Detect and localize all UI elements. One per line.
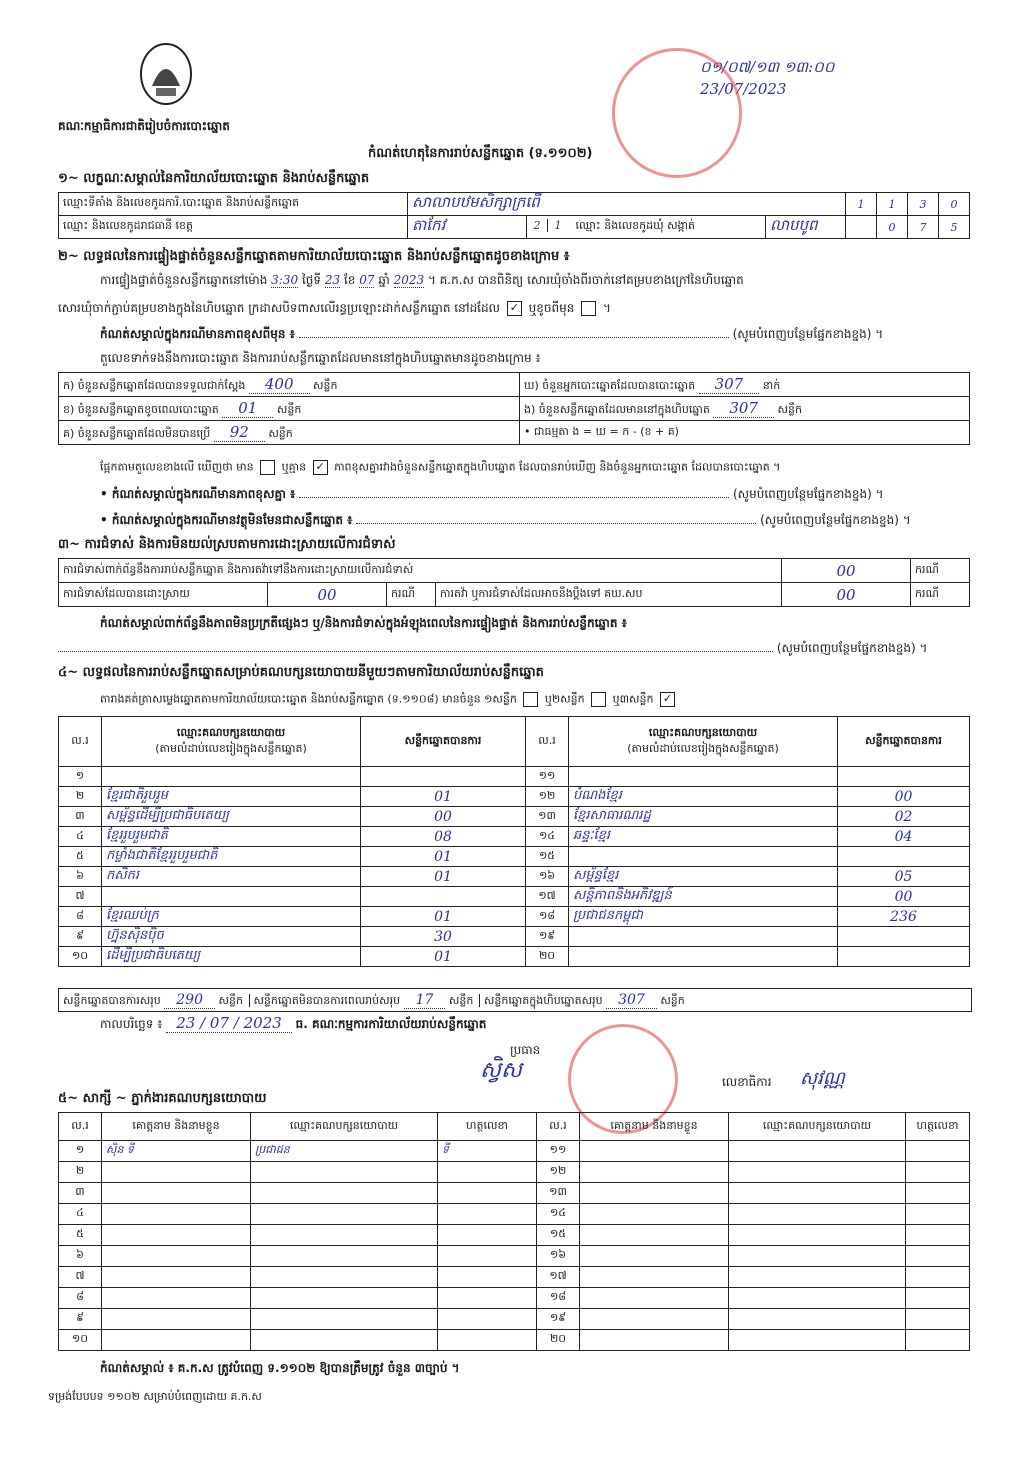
witness-name	[102, 1267, 251, 1288]
party-no: ១៩	[526, 927, 569, 947]
witness-no: ៩	[59, 1309, 102, 1330]
party-no: ១១	[526, 767, 569, 787]
party-no: ៨	[59, 907, 102, 927]
table-row	[59, 887, 970, 907]
witness-no: ១	[59, 1141, 102, 1162]
party-name: ខ្មែរជាតិរួបរួម	[102, 787, 361, 807]
secretary-label: លេខាធិការ	[722, 1075, 772, 1089]
witness-signature	[438, 1330, 537, 1351]
witness-signature	[438, 1204, 537, 1225]
party-votes	[838, 847, 970, 867]
table-row	[59, 1162, 970, 1183]
party-votes: 01	[361, 867, 526, 887]
province-code-digit: 2	[533, 219, 541, 232]
witness-name	[580, 1225, 729, 1246]
party-votes: 01	[361, 847, 526, 867]
figure-value: 01	[222, 399, 273, 418]
table-row	[59, 1267, 970, 1288]
section-2-heading: ២~ លទ្ធផលនៃការផ្ទៀងផ្ទាត់ចំនួនសន្លឹកឆ្នោតតាមការិយាល័យបោះឆ្នោត និងរាប់សន្លឹកឆ្នោតដូចខាងក្រោម ៖	[58, 249, 570, 264]
table-row	[59, 947, 970, 967]
table-row	[59, 1330, 970, 1351]
col-sign: ហត្ថលេខា	[906, 1113, 970, 1141]
party-votes	[838, 767, 970, 787]
party-name: ឆន្ទៈខ្មែរ	[569, 827, 838, 847]
tally-sheets-line	[100, 692, 678, 709]
witness-name	[580, 1162, 729, 1183]
party-name	[102, 887, 361, 907]
chair-label: ប្រធាន	[510, 1043, 541, 1057]
witness-party	[251, 1162, 438, 1183]
month-label: ខែ	[343, 273, 356, 287]
witness-party	[251, 1309, 438, 1330]
valid-total-label: សន្លឹកឆ្នោតបានការសរុប	[63, 994, 161, 1007]
witness-name	[102, 1162, 251, 1183]
difference-text: ភាពខុសគ្នារវាងចំនួនសន្លឹកឆ្នោតក្នុងហិបឆ្នោត ដែលបានរាប់ឃើញ និងចំនួនអ្នកបោះឆ្នោត ដែលបានបោះឆ្នោត ។	[334, 460, 781, 474]
time-value: 3:30	[271, 273, 299, 287]
fill-back-hint: (សូមបំពេញបន្ថែមផ្នែកខាងខ្នង) ។	[760, 513, 911, 527]
figure-label: គ) ចំនួនសន្លឹកឆ្នោតដែលមិនបានប្រើ	[63, 426, 211, 440]
signed-by: ធ. គណៈកម្មការការិយាល័យរាប់សន្លឹកឆ្នោត	[295, 1017, 487, 1031]
party-name	[569, 947, 838, 967]
objection-count: 00	[782, 559, 911, 583]
witness-no: ៤	[59, 1204, 102, 1225]
box-total-label: សន្លឹកឆ្នោតក្នុងហិបឆ្នោតសរុប	[483, 994, 603, 1007]
bullet-1-label: • កំណត់សម្គាល់ក្នុងករណីមានភាពខុសគ្នា ៖	[100, 487, 296, 501]
unit: សន្លឹក	[219, 994, 250, 1007]
table-row	[59, 1183, 970, 1204]
party-votes: 08	[361, 827, 526, 847]
date-label: កាលបរិច្ឆេទ ៖	[100, 1017, 163, 1031]
witness-party	[729, 1204, 906, 1225]
witness-signature: ទី	[438, 1141, 537, 1162]
province-label: ឈ្មោះ និងលេខកូដរាជធានី ខេត្ត	[59, 216, 408, 239]
witness-party	[729, 1267, 906, 1288]
case-unit: ករណី	[387, 583, 436, 607]
witness-name	[102, 1225, 251, 1246]
witness-no: ១៣	[537, 1183, 580, 1204]
invalid-total-label: សន្លឹកឆ្នោតមិនបានការពេលរាប់សរុប	[253, 994, 401, 1007]
witness-signature	[438, 1246, 537, 1267]
witness-no: ១៦	[537, 1246, 580, 1267]
province-code-digit: 1	[547, 219, 568, 232]
col-party: ឈ្មោះគណបក្សនយោបាយ	[729, 1113, 906, 1141]
figure-value: 400	[249, 375, 310, 394]
witness-signature	[906, 1288, 970, 1309]
col-party-title: ឈ្មោះគណបក្សនយោបាយ	[176, 725, 286, 739]
party-no: ២	[59, 787, 102, 807]
witness-name	[102, 1183, 251, 1204]
figure-unit: សន្លឹក	[268, 426, 293, 440]
witness-signature	[906, 1204, 970, 1225]
station-name: សាលាបឋមសិក្សាក្រពើ	[408, 193, 846, 216]
sheets-3-label: ឬ៣សន្លឹក	[612, 692, 654, 706]
sheets-2-checkbox[interactable]	[591, 692, 606, 707]
figure-label: ឃ) ចំនួនអ្នកបោះឆ្នោតដែលបានបោះឆ្នោត	[524, 378, 696, 392]
valid-total-value: 290	[164, 992, 215, 1009]
difference-note-line	[100, 326, 970, 344]
party-votes: 01	[361, 787, 526, 807]
totals-line	[58, 988, 972, 1012]
party-no: ១	[59, 767, 102, 787]
witness-party	[729, 1141, 906, 1162]
witness-name	[580, 1288, 729, 1309]
station-code-digit: 0	[939, 193, 970, 216]
has-difference-checkbox[interactable]	[260, 460, 275, 475]
witness-party	[729, 1162, 906, 1183]
party-no: ១៥	[526, 847, 569, 867]
period: ។	[603, 301, 611, 315]
table-row	[59, 907, 970, 927]
witness-signature	[438, 1183, 537, 1204]
figures-intro: តួលេខទាក់ទងនឹងការបោះឆ្នោត និងការរាប់សន្លឹកឆ្នោតដែលមាននៅក្នុងហិបឆ្នោតមានដូចខាងក្រោម ៖	[100, 351, 541, 365]
bullet-1-field[interactable]	[299, 497, 729, 498]
witness-party	[251, 1246, 438, 1267]
table-row	[59, 1225, 970, 1246]
irregularity-note: កំណត់សម្គាល់ពាក់ព័ន្ធនឹងភាពមិនប្រក្រតីផ្សេងៗ ឬ/និងការជំទាស់ក្នុងអំឡុងពេលនៃការផ្ទៀងផ្ទាត់ និងការរាប់សន្លឹកឆ្នោត ៖	[100, 616, 627, 630]
witness-party	[729, 1246, 906, 1267]
party-name: ហ្វ៊ុនស៊ិនប៉ិច	[102, 927, 361, 947]
difference-note-field[interactable]	[299, 337, 729, 338]
figures-table	[58, 372, 970, 445]
table-row	[59, 1288, 970, 1309]
objection-label: ការជំទាស់ពាក់ព័ន្ធនឹងការរាប់សន្លឹកឆ្នោត និងការតវ៉ាទៅនឹងការដោះស្រាយលើការជំទាស់	[59, 559, 782, 583]
table-row	[59, 1141, 970, 1162]
figure-value: 307	[699, 375, 760, 394]
no-label: ឬគ្មាន	[281, 460, 307, 474]
invalid-total-value: 17	[404, 992, 446, 1009]
time-label: ការផ្ទៀងផ្ទាត់ចំនួនសន្លឹកឆ្នោតនៅម៉ោង	[100, 273, 268, 287]
witness-party	[729, 1309, 906, 1330]
commune-label: ឈ្មោះ និងលេខកូដឃុំ សង្កាត់	[575, 219, 696, 232]
col-party-sub: (តាមលំដាប់លេខរៀងក្នុងសន្លឹកឆ្នោត)	[155, 741, 307, 755]
witness-signature	[906, 1309, 970, 1330]
resolved-label: ការជំទាស់ដែលបានដោះស្រាយ	[59, 583, 268, 607]
witness-signature	[906, 1330, 970, 1351]
province-name: តាកែវ	[408, 216, 527, 239]
commune-code-digit: 5	[939, 216, 970, 239]
witness-table	[58, 1112, 970, 1351]
witness-party	[251, 1267, 438, 1288]
party-name	[102, 767, 361, 787]
station-code-digit: 1	[846, 193, 877, 216]
chair-signature: ស្វិស	[480, 1058, 522, 1083]
figure-value: 307	[713, 399, 774, 418]
col-sign: ហត្ថលេខា	[438, 1113, 537, 1141]
figure-label: ខ) ចំនួនសន្លឹកឆ្នោតខូចពេលបោះឆ្នោត	[63, 402, 219, 416]
sheets-2-label: ឬ២សន្លឹក	[544, 692, 585, 706]
appeal-count: 00	[782, 583, 911, 607]
witness-name	[580, 1309, 729, 1330]
emblem-logo	[138, 40, 194, 108]
party-no: ១២	[526, 787, 569, 807]
year-value: 2023	[393, 273, 425, 287]
party-votes	[838, 947, 970, 967]
col-no: ល.រ	[537, 1113, 580, 1141]
party-no: ៧	[59, 887, 102, 907]
station-code-digit: 3	[908, 193, 939, 216]
station-label: ឈ្មោះទីតាំង និងលេខកូដការិ.បោះឆ្នោត និងរាប់សន្លឹកឆ្នោត	[59, 193, 408, 216]
witness-party	[729, 1183, 906, 1204]
year-label: ឆ្នាំ	[378, 273, 390, 287]
party-no: ២០	[526, 947, 569, 967]
witness-no: ៦	[59, 1246, 102, 1267]
party-votes: 02	[838, 807, 970, 827]
bullet-2-line	[100, 512, 970, 530]
witness-no: ៨	[59, 1288, 102, 1309]
party-no: ៩	[59, 927, 102, 947]
party-votes: 05	[838, 867, 970, 887]
party-name: កម្លាំងជាតិខ្មែររួបរួមជាតិ	[102, 847, 361, 867]
irregularity-note-line	[58, 640, 970, 658]
witness-signature	[438, 1225, 537, 1246]
witness-no: ៥	[59, 1225, 102, 1246]
figure-label: ង) ចំនួនសន្លឹកឆ្នោតដែលមាននៅក្នុងហិបឆ្នោត	[524, 402, 710, 416]
witness-signature	[906, 1267, 970, 1288]
col-party	[102, 717, 361, 767]
witness-party	[729, 1288, 906, 1309]
col-no: ល.រ	[59, 1113, 102, 1141]
formula-note: • ជាធម្មតា ង = ឃ = ក - (ខ + គ)	[524, 424, 679, 438]
party-votes: 00	[838, 887, 970, 907]
box-total-value: 307	[606, 992, 657, 1009]
witness-signature	[438, 1162, 537, 1183]
party-votes: 00	[838, 787, 970, 807]
witness-name	[580, 1330, 729, 1351]
witness-name	[580, 1141, 729, 1162]
footnote: កំណត់សម្គាល់ ៖ គ.ក.ស ត្រូវបំពេញ ទ.១១០២ ឱ្យបានត្រឹមត្រូវ ចំនួន ៣ច្បាប់ ។	[100, 1361, 460, 1375]
party-no: ១០	[59, 947, 102, 967]
witness-no: ១៨	[537, 1288, 580, 1309]
witness-no: ១៧	[537, 1267, 580, 1288]
table-row	[59, 807, 970, 827]
col-name: គោត្តនាម និងនាមខ្លួន	[580, 1113, 729, 1141]
day-label: ថ្ងៃទី	[301, 273, 321, 287]
party-votes: 00	[361, 807, 526, 827]
party-no: ៥	[59, 847, 102, 867]
date-value: 23 / 07 / 2023	[166, 1014, 292, 1033]
section-4-heading: ៤~ លទ្ធផលនៃការរាប់សន្លឹកឆ្នោតសម្រាប់គណបក្សនយោបាយនីមួយៗតាមការិយាល័យរាប់សន្លឹកឆ្នោត	[58, 665, 544, 680]
witness-signature	[906, 1141, 970, 1162]
case-unit: ករណី	[911, 559, 970, 583]
intact-checkbox[interactable]: ✓	[507, 301, 522, 316]
difference-line	[100, 460, 980, 477]
table-row	[59, 1204, 970, 1225]
commune-name: លាបបូព	[765, 216, 845, 239]
document-title: កំណត់ហេតុនៃការរាប់សន្លឹកឆ្នោត (ទ.១១០២)	[368, 146, 593, 161]
table-row	[59, 927, 970, 947]
form-note: ទម្រង់បែបបទ ១១០២ សម្រាប់បំពេញដោយ គ.ក.ស	[48, 1390, 262, 1403]
table-row	[59, 847, 970, 867]
party-name: បំណងខ្មែរ	[569, 787, 838, 807]
bullet-2-field[interactable]	[356, 523, 756, 524]
witness-party	[251, 1204, 438, 1225]
col-no: ល.រ	[59, 717, 102, 767]
party-name	[569, 767, 838, 787]
party-name: ខ្មែរឈប់ក្រ	[102, 907, 361, 927]
witness-name	[580, 1183, 729, 1204]
witness-signature	[906, 1162, 970, 1183]
witness-name	[102, 1204, 251, 1225]
witness-name: ស៊ិន ទី	[102, 1141, 251, 1162]
resolved-count: 00	[268, 583, 387, 607]
commune-code-digit: 0	[877, 216, 908, 239]
party-votes	[361, 767, 526, 787]
witness-no: ៣	[59, 1183, 102, 1204]
party-no: ១៤	[526, 827, 569, 847]
party-no: ៤	[59, 827, 102, 847]
party-name: កសិករ	[102, 867, 361, 887]
witness-signature	[438, 1267, 537, 1288]
station-code-digit: 1	[877, 193, 908, 216]
witness-no: ១១	[537, 1141, 580, 1162]
witness-party	[251, 1330, 438, 1351]
party-name: សម្ព័ន្ធដើម្បីប្រជាធិបតេយ្យ	[102, 807, 361, 827]
witness-no: ៧	[59, 1267, 102, 1288]
party-votes: 30	[361, 927, 526, 947]
party-votes	[361, 887, 526, 907]
appeal-label: ការតវ៉ា ឬការជំទាស់ដែលអាចនឹងប្តឹងទៅ គឃ.សប	[436, 583, 782, 607]
month-value: 07	[359, 273, 375, 287]
witness-name	[580, 1246, 729, 1267]
damaged-label: ឬខូចពីមុន	[528, 301, 575, 315]
party-name	[569, 847, 838, 867]
section-3-heading: ៣~ ការជំទាស់ និងការមិនយល់ស្របតាមការដោះស្រាយលើការជំទាស់	[58, 537, 396, 552]
party-votes: 01	[361, 907, 526, 927]
party-votes: 01	[361, 947, 526, 967]
witness-name	[102, 1246, 251, 1267]
witness-signature	[906, 1225, 970, 1246]
figure-label: ក) ចំនួនសន្លឹកឆ្នោតដែលបានទទួលជាក់ស្តែង	[63, 378, 246, 392]
objections-table	[58, 558, 970, 607]
table-row	[59, 787, 970, 807]
witness-party	[251, 1225, 438, 1246]
witness-name	[580, 1267, 729, 1288]
no-difference-checkbox[interactable]: ✓	[313, 460, 328, 475]
section-1-table	[58, 192, 970, 239]
party-votes: 236	[838, 907, 970, 927]
table-row	[59, 767, 970, 787]
sheets-3-checkbox[interactable]: ✓	[660, 692, 675, 707]
party-no: ១៧	[526, 887, 569, 907]
table-row	[59, 1246, 970, 1267]
verification-text: ។ គ.ក.ស បានពិនិត្យ សោរឃុំចាំងពីរចាក់នៅគម្របខាងក្រៅនៃហិបឆ្នោត	[427, 273, 744, 287]
secretary-signature: សុវណ្ណ	[800, 1068, 845, 1089]
party-name: ខ្មែរសាធារណរដ្ឋ	[569, 807, 838, 827]
witness-no: ១៩	[537, 1309, 580, 1330]
figure-unit: នាក់	[762, 378, 781, 392]
figure-unit: សន្លឹក	[313, 378, 338, 392]
fill-back-hint: (សូមបំពេញបន្ថែមផ្នែកខាងខ្នង) ។	[732, 487, 884, 501]
figure-unit: សន្លឹក	[777, 402, 802, 416]
witness-party	[251, 1183, 438, 1204]
witness-name	[102, 1330, 251, 1351]
party-votes: 04	[838, 827, 970, 847]
has-label: ផ្អែកតាមតួលេខខាងលើ ឃើញថា មាន	[100, 460, 254, 474]
commune-code-digit: 7	[908, 216, 939, 239]
party-name: សម្ព័ន្ធខ្មែរ	[569, 867, 838, 887]
witness-party	[729, 1225, 906, 1246]
col-name: គោត្តនាម និងនាមខ្លួន	[102, 1113, 251, 1141]
party-no: ៣	[59, 807, 102, 827]
day-value: 23	[324, 273, 341, 287]
witness-party	[251, 1288, 438, 1309]
red-stamp-top	[612, 48, 742, 178]
org-name: គណៈកម្មាធិការជាតិរៀបចំការបោះឆ្នោត	[58, 119, 230, 133]
unit: សន្លឹក	[660, 994, 685, 1007]
party-name: ប្រជាជនកម្ពុជា	[569, 907, 838, 927]
bullet-1-line	[100, 486, 970, 504]
table-row	[59, 827, 970, 847]
party-no: ១៦	[526, 867, 569, 887]
party-no: ១៣	[526, 807, 569, 827]
col-party: ឈ្មោះគណបក្សនយោបាយ	[251, 1113, 438, 1141]
case-unit: ករណី	[911, 583, 970, 607]
witness-no: ១២	[537, 1162, 580, 1183]
table-row	[59, 867, 970, 887]
col-votes: សន្លឹកឆ្នោតបានការ	[361, 717, 526, 767]
witness-name	[102, 1309, 251, 1330]
verification-line-1	[100, 272, 980, 290]
witness-signature	[906, 1246, 970, 1267]
party-no: ១៨	[526, 907, 569, 927]
witness-signature	[438, 1309, 537, 1330]
witness-party: ប្រជាជន	[251, 1141, 438, 1162]
fill-back-hint: (សូមបំពេញបន្ថែមផ្នែកខាងខ្នង) ។	[776, 641, 928, 655]
col-party-sub: (តាមលំដាប់លេខរៀងក្នុងសន្លឹកឆ្នោត)	[627, 741, 779, 755]
bullet-2-label: • កំណត់សម្គាល់ក្នុងករណីមានវត្ថុមិនមែនជាសន្លឹកឆ្នោត ៖	[100, 513, 353, 527]
party-name: ដើម្បីប្រជាធិបតេយ្យ	[102, 947, 361, 967]
col-party	[569, 717, 838, 767]
difference-note-label: កំណត់សម្គាល់ក្នុងករណីមានភាពខុសពីមុន ៖	[100, 327, 295, 341]
figure-value: 92	[214, 423, 265, 442]
witness-name	[580, 1204, 729, 1225]
results-table	[58, 716, 970, 967]
irregularity-field[interactable]	[58, 651, 773, 652]
party-name: សន្តិភាពនិងអភិវឌ្ឍន៍	[569, 887, 838, 907]
unit: សន្លឹក	[449, 994, 480, 1007]
table-row	[59, 1309, 970, 1330]
figure-unit: សន្លឹក	[276, 402, 302, 416]
section-5-heading: ៥~ សាក្សី ~ ភ្នាក់ងារគណបក្សនយោបាយ	[58, 1091, 267, 1106]
sheets-1-label: តារាងគត់ត្រាសម្លេងឆ្នោតតាមការិយាល័យបោះឆ្នោត និងរាប់សន្លឹកឆ្នោត (ទ.១១០៨) មានចំនួន ១សន្លឹក	[100, 692, 517, 706]
sheets-1-checkbox[interactable]	[523, 692, 538, 707]
top-handwritten-note: ០១/០៧/១៣ ១៣:០០ 23/07/2023	[700, 58, 835, 98]
witness-no: ២	[59, 1162, 102, 1183]
witness-signature	[438, 1288, 537, 1309]
section-1-heading: ១~ លក្ខណៈសម្គាល់នៃការិយាល័យបោះឆ្នោត និងរាប់សន្លឹកឆ្នោត	[58, 171, 370, 186]
verification-line-2	[58, 300, 611, 318]
col-party-title: ឈ្មោះគណបក្សនយោបាយ	[648, 725, 758, 739]
witness-signature	[906, 1183, 970, 1204]
party-name: ខ្មែររួបរួមជាតិ	[102, 827, 361, 847]
witness-name	[102, 1288, 251, 1309]
witness-no: ១០	[59, 1330, 102, 1351]
col-no: ល.រ	[526, 717, 569, 767]
col-votes: សន្លឹកឆ្នោតបានការ	[838, 717, 970, 767]
witness-party	[729, 1330, 906, 1351]
party-votes	[838, 927, 970, 947]
damaged-checkbox[interactable]	[581, 301, 596, 316]
seal-status-text: សោរឃុំចាក់ភ្ជាប់គម្របខាងក្នុងនៃហិបឆ្នោត ក្រដាសបិទពាសលើរន្ធប្រឡោះដាក់សន្លឹកឆ្នោត នៅដដែល	[58, 301, 500, 315]
witness-no: ២០	[537, 1330, 580, 1351]
fill-back-hint: (សូមបំពេញបន្ថែមផ្នែកខាងខ្នង) ។	[732, 327, 884, 341]
witness-no: ១៥	[537, 1225, 580, 1246]
date-line	[100, 1014, 486, 1034]
party-name	[569, 927, 838, 947]
party-no: ៦	[59, 867, 102, 887]
witness-no: ១៤	[537, 1204, 580, 1225]
